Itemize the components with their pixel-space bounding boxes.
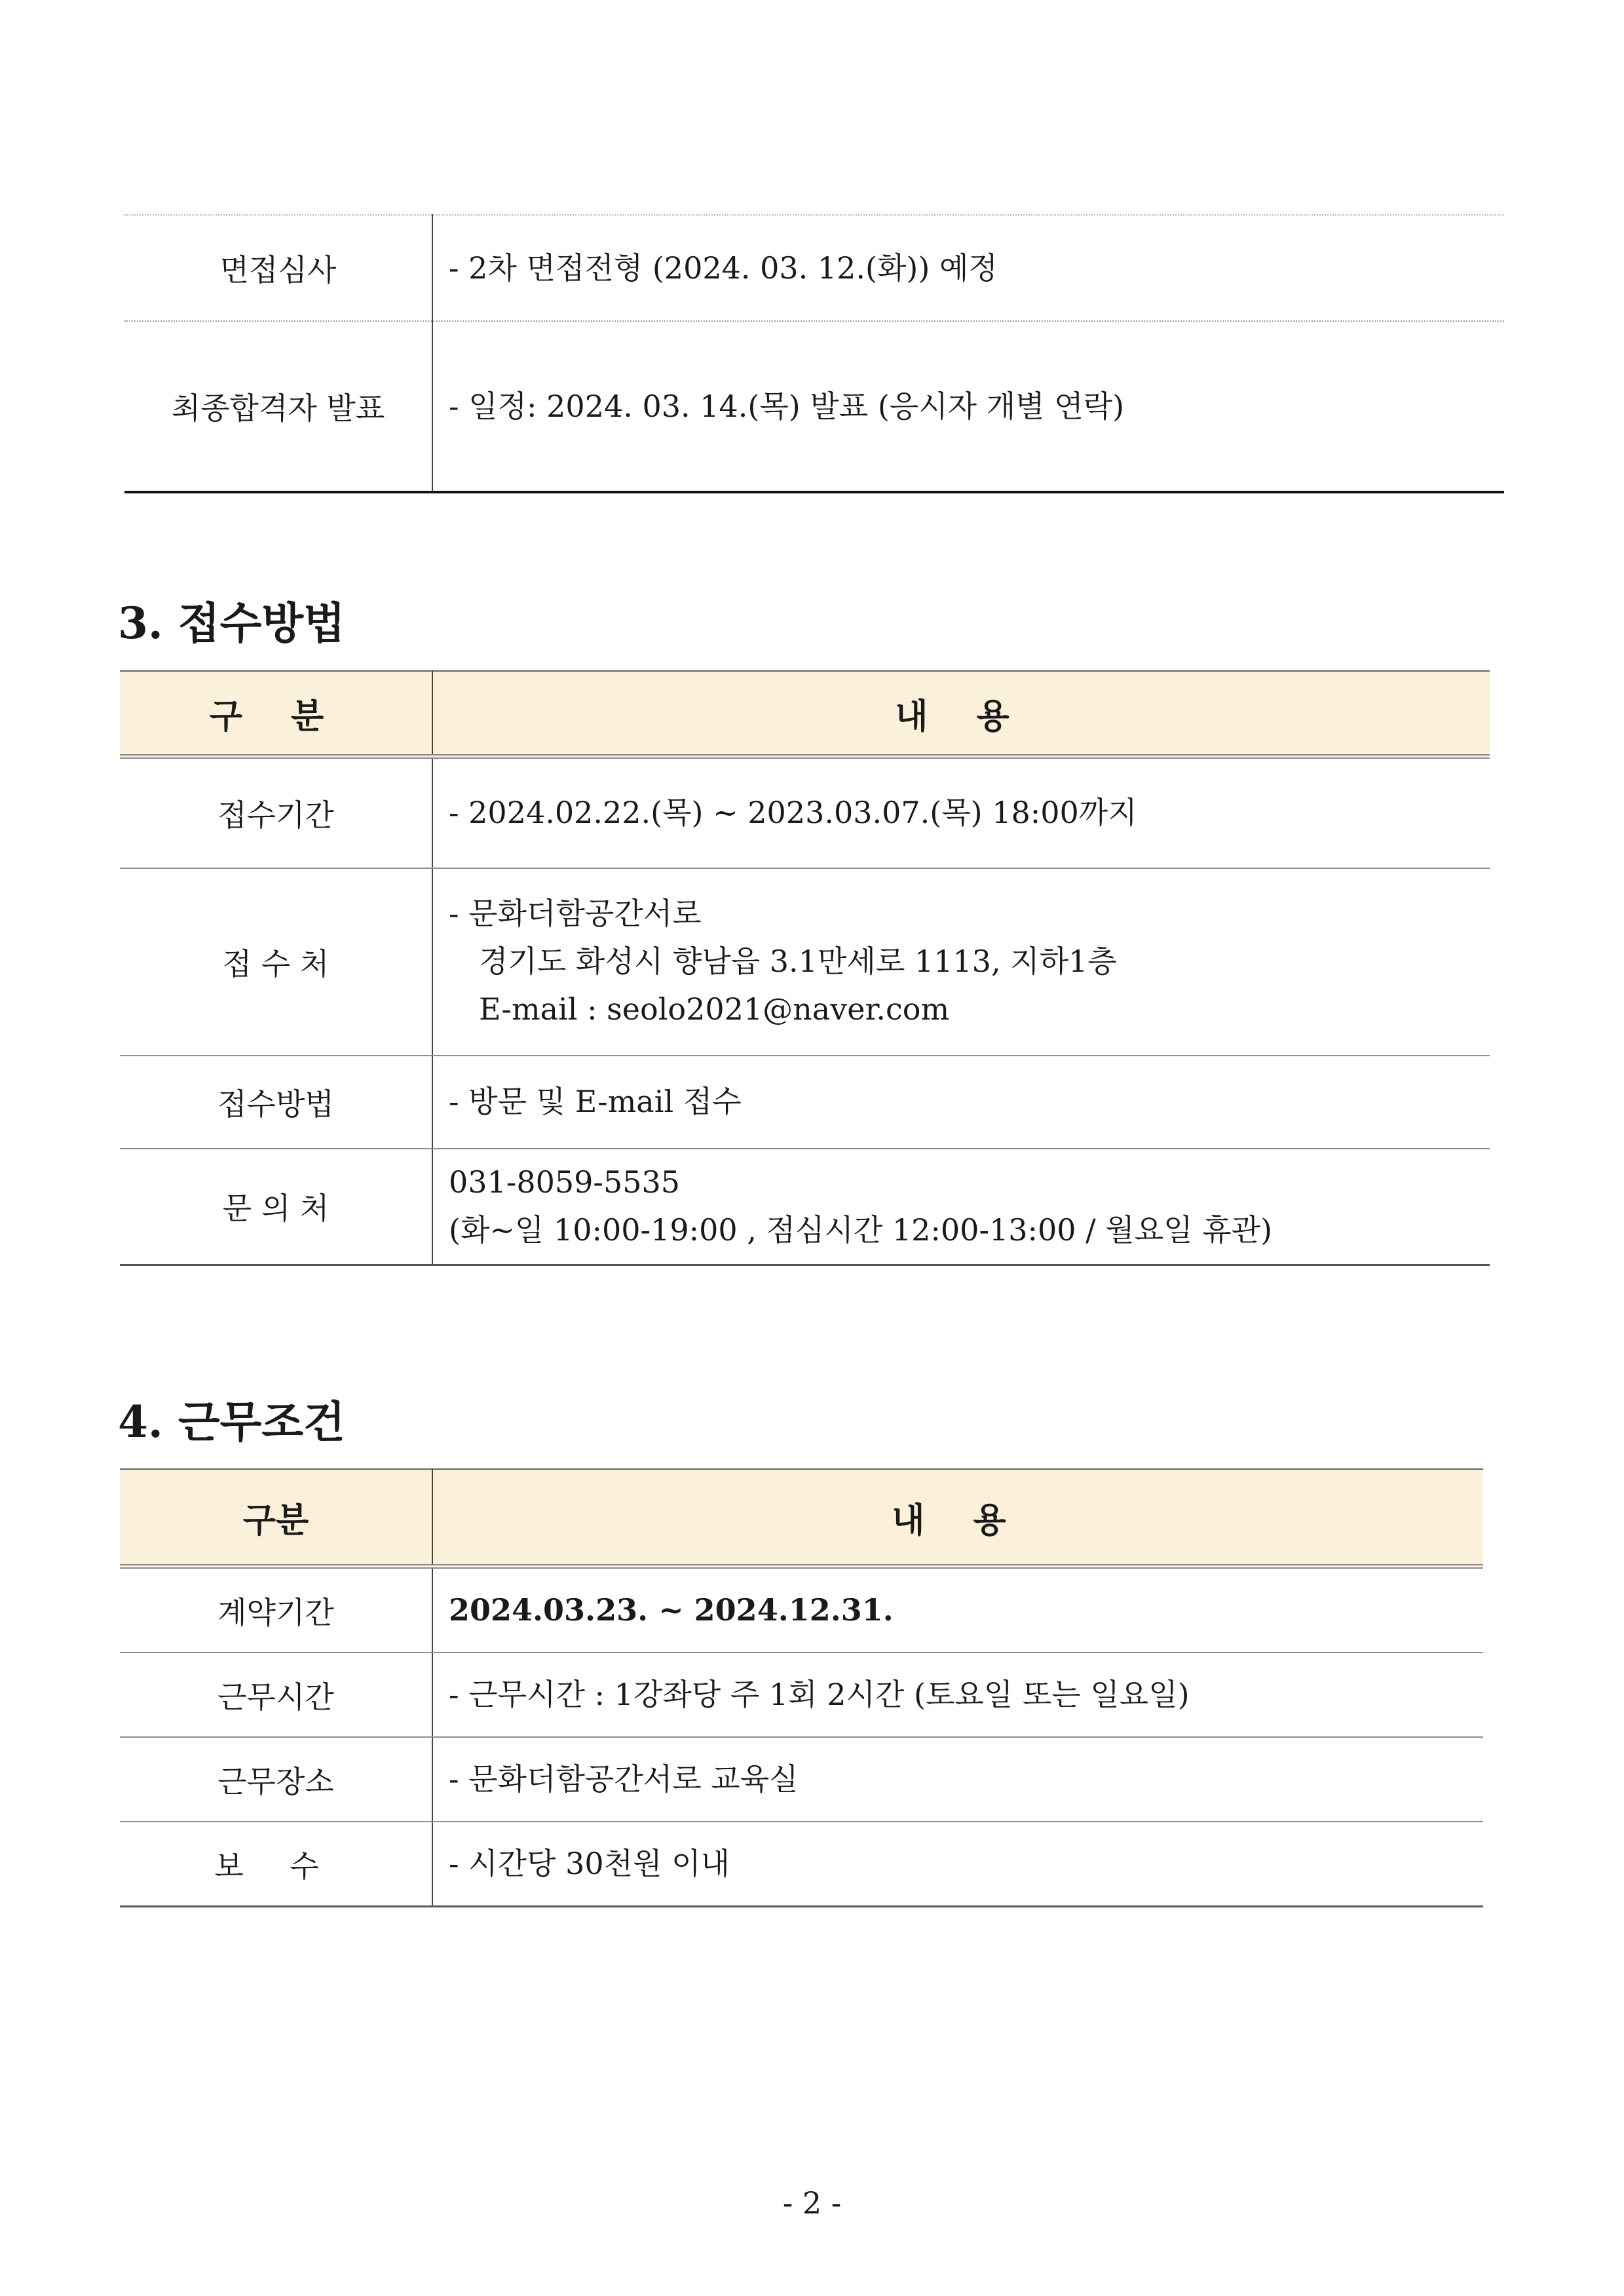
value-line: 경기도 화성시 향남읍 3.1만세로 1113, 지하1층 (479, 944, 1117, 979)
header-category: 구 분 (120, 671, 432, 757)
value-line: 2024.03.23. ~ 2024.12.31. (449, 1592, 894, 1628)
page-number: - 2 - (782, 2185, 842, 2221)
row-label-workplace: 근무장소 (120, 1737, 432, 1822)
row-label-period: 접수기간 (120, 757, 432, 868)
row-label-place: 접 수 처 (120, 868, 432, 1056)
value-line: 031-8059-5535 (449, 1164, 681, 1200)
value-line: - 근무시간 : 1강좌당 주 1회 2시간 (토요일 또는 일요일) (449, 1677, 1190, 1712)
row-value-working-hours (432, 1653, 1483, 1737)
table-row (124, 215, 1504, 321)
row-value-method (432, 1056, 1490, 1149)
table-row (120, 1149, 1490, 1265)
table-row (120, 757, 1490, 868)
value-line: E-mail : seolo2021@naver.com (479, 991, 950, 1027)
table-row (120, 1056, 1490, 1149)
table-row (120, 1567, 1483, 1653)
header-category: 구분 (120, 1469, 432, 1567)
row-value-final-announcement (432, 321, 1504, 492)
row-value-workplace (432, 1737, 1483, 1822)
value-line: - 문화더함공간서로 (449, 896, 702, 931)
row-label-interview: 면접심사 (124, 215, 432, 321)
table-row (120, 868, 1490, 1056)
value-line: - 일정: 2024. 03. 14.(목) 발표 (응시자 개별 연락) (449, 388, 1125, 424)
value-line: - 문화더함공간서로 교육실 (449, 1761, 799, 1797)
value-line: - 2024.02.22.(목) ~ 2023.03.07.(목) 18:00까지 (449, 795, 1137, 831)
value-line: - 방문 및 E-mail 접수 (449, 1084, 742, 1119)
row-value-contract-period (432, 1567, 1483, 1653)
value-line: (화~일 10:00-19:00 , 점심시간 12:00-13:00 / 월요일 휴관) (449, 1212, 1273, 1248)
table-row (124, 321, 1504, 492)
header-content: 내 용 (432, 671, 1490, 757)
row-value-inquiry (432, 1149, 1490, 1265)
section-heading-application: 3. 접수방법 (118, 598, 345, 649)
row-label-contract-period: 계약기간 (120, 1567, 432, 1653)
row-value-interview (432, 215, 1504, 321)
section-heading-working-conditions: 4. 근무조건 (118, 1396, 345, 1447)
table-row (120, 1737, 1483, 1822)
row-label-working-hours: 근무시간 (120, 1653, 432, 1737)
row-label-inquiry: 문 의 처 (120, 1149, 432, 1265)
row-value-place (432, 868, 1490, 1056)
row-label-pay: 보 수 (120, 1822, 432, 1907)
value-line: - 2차 면접전형 (2024. 03. 12.(화)) 예정 (449, 250, 998, 286)
table-header-row (120, 671, 1490, 757)
row-label-method: 접수방법 (120, 1056, 432, 1149)
table-header-row (120, 1469, 1483, 1567)
value-line: - 시간당 30천원 이내 (449, 1846, 730, 1881)
table-row (120, 1822, 1483, 1907)
row-value-period (432, 757, 1490, 868)
table-row (120, 1653, 1483, 1737)
row-label-final-announcement: 최종합격자 발표 (124, 321, 432, 492)
row-value-pay (432, 1822, 1483, 1907)
selection-schedule-table (124, 214, 1504, 493)
header-content: 내 용 (432, 1469, 1483, 1567)
working-conditions-table (120, 1468, 1483, 1907)
application-method-table (120, 670, 1490, 1266)
